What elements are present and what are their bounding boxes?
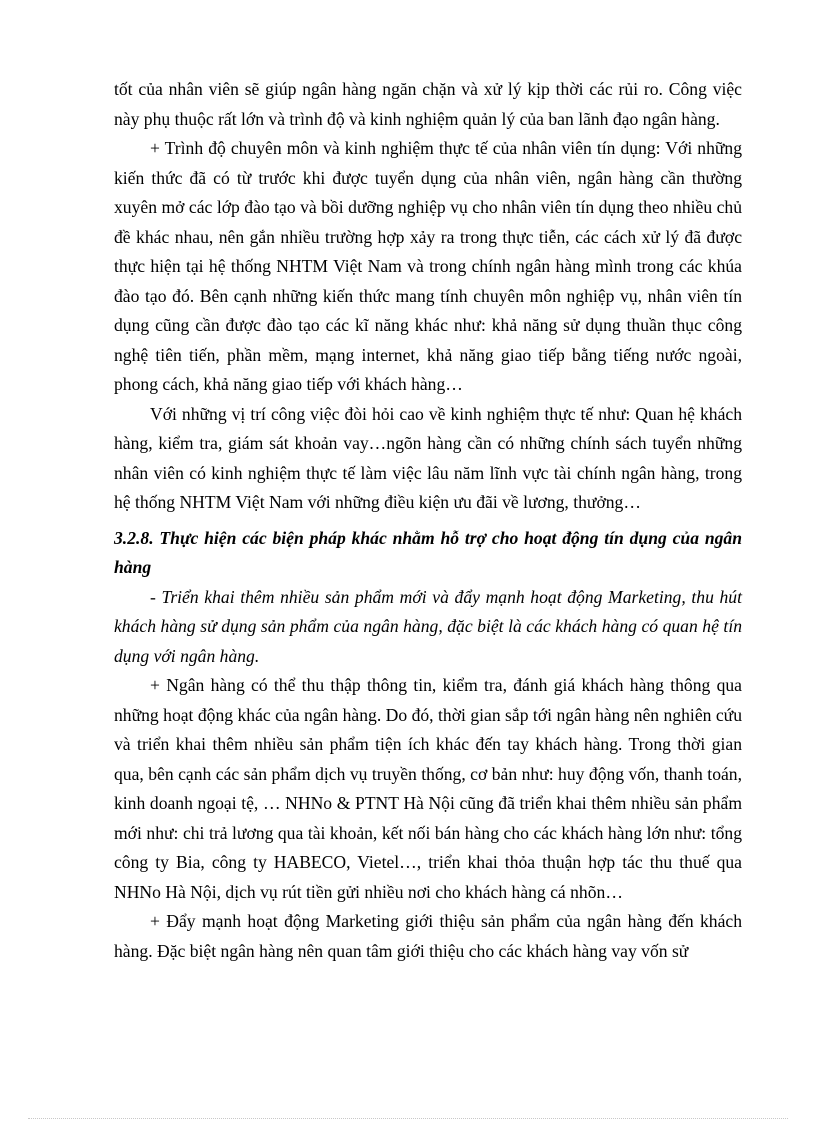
paragraph-recruitment: Với những vị trí công việc đòi hỏi cao về kinh nghiệm thực tế như: Quan hệ khách hàng, kiểm tra, giám sát khoản vay…ngõn hàng cần có những chính sách tuyển những nhân viên có kinh nghiệm thực tế làm việc lâu năm lĩnh vực tài chính ngân hàng, trong hệ thống NHTM Việt Nam với những điều kiện ưu đãi về lương, thưởng… xyxy=(114,403,742,512)
paragraph-marketing: + Đẩy mạnh hoạt động Marketing giới thiệu sản phẩm của ngân hàng đến khách hàng. Đặc biệt ngân hàng nên quan tâm giới thiệu cho các khách hàng vay vốn sử xyxy=(114,911,742,961)
paragraph-new-products: + Ngân hàng có thể thu thập thông tin, kiểm tra, đánh giá khách hàng thông qua những hoạt động khác của ngân hàng. Do đó, thời gian sắp tới ngân hàng nên nghiên cứu và triển khai thêm nhiều sản phẩm tiện ích khác đến tay khách hàng. Trong thời gian qua, bên cạnh các sản phẩm dịch vụ truyền thống, cơ bản như: huy động vốn, thanh toán, kinh doanh ngoại tệ, … NHNo & PTNT Hà Nội cũng đã triển khai thêm nhiều sản phẩm mới như: chi trả lương qua tài khoản, kết nối bán hàng cho các khách hàng lớn như: tổng công ty Bia, công ty HABECO, Vietel…, triển khai thỏa thuận hợp tác thu thuế qua NHNo Hà Nội, dịch vụ rút tiền gửi nhiều nơi cho khách hàng cá nhõn… xyxy=(114,675,742,902)
document-page xyxy=(114,75,742,966)
page-bottom-divider xyxy=(28,1118,788,1119)
italic-subheading: - Triển khai thêm nhiều sản phẩm mới và đẩy mạnh hoạt động Marketing, thu hút khách hàng sử dụng sản phẩm của ngân hàng, đặc biệt là các khách hàng có quan hệ tín dụng với ngân hàng. xyxy=(114,586,742,666)
section-heading: 3.2.8. Thực hiện các biện pháp khác nhằm hỗ trợ cho hoạt động tín dụng của ngân hàng xyxy=(114,527,742,577)
paragraph-staff-training: + Trình độ chuyên môn và kinh nghiệm thực tế của nhân viên tín dụng: Với những kiến thức đã có từ trước khi được tuyển dụng của nhân viên, ngân hàng cần thường xuyên mở các lớp đào tạo và bồi dưỡng nghiệp vụ cho nhân viên tín dụng theo nhiều chủ đề khác nhau, nên gắn nhiều trường hợp xảy ra trong thực tiễn, các cách xử lý đã được thực hiện tại hệ thống NHTM Việt Nam và trong chính ngân hàng mình trong các khúa đào tạo đó. Bên cạnh những kiến thức mang tính chuyên môn nghiệp vụ, nhân viên tín dụng cũng cần được đào tạo các kĩ năng khác như: khả năng sử dụng thuần thục công nghệ tiên tiến, phần mềm, mạng internet, khả năng giao tiếp bằng tiếng nước ngoài, phong cách, khả năng giao tiếp với khách hàng… xyxy=(114,138,742,394)
paragraph-continuation: tốt của nhân viên sẽ giúp ngân hàng ngăn chặn và xử lý kịp thời các rủi ro. Công việc này phụ thuộc rất lớn và trình độ và kinh nghiệm quản lý của ban lãnh đạo ngân hàng. xyxy=(114,79,742,129)
